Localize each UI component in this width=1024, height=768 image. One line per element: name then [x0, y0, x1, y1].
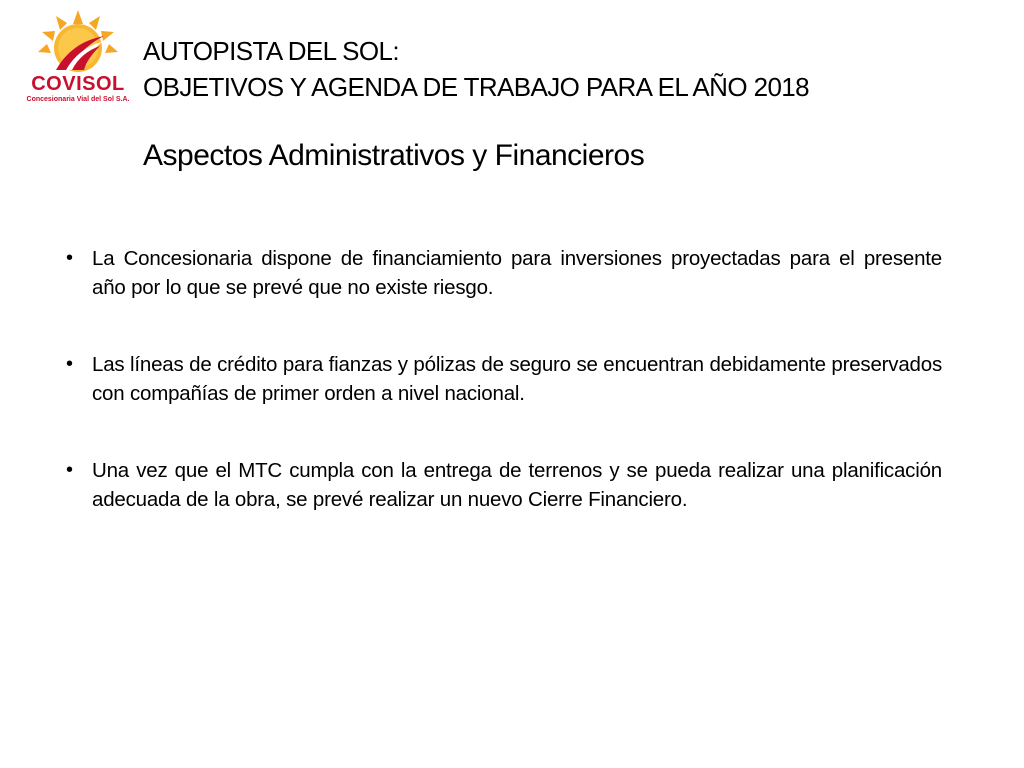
bullet-text: Las líneas de crédito para fianzas y pólizas de seguro se encuentran debidamente preservados con compañías de primer orden a nivel nacional. [92, 353, 942, 405]
bullet-item [62, 456, 942, 514]
title-line-2: OBJETIVOS Y AGENDA DE TRABAJO PARA EL AÑO 2018 [143, 72, 810, 102]
sun-road-logo-icon [26, 8, 130, 78]
bullet-icon: • [66, 247, 73, 269]
bullet-item [62, 350, 942, 408]
bullet-text: Una vez que el MTC cumpla con la entrega de terrenos y se pueda realizar una planificación adecuada de la obra, se prevé realizar un nuevo Cierre Financiero. [92, 459, 942, 511]
bullet-item [62, 244, 942, 302]
bullet-icon: • [66, 353, 73, 375]
logo-subtitle: Concesionaria Vial del Sol S.A. [26, 96, 130, 103]
section-subtitle: Aspectos Administrativos y Financieros [143, 139, 645, 172]
logo-name: COVISOL [31, 73, 125, 95]
company-logo [26, 8, 130, 108]
title-line-1: AUTOPISTA DEL SOL: [143, 36, 400, 66]
bullet-text: La Concesionaria dispone de financiamiento para inversiones proyectadas para el presente año por lo que se prevé que no existe riesgo. [92, 247, 942, 299]
bullet-icon: • [66, 459, 73, 481]
bullet-list [62, 244, 942, 562]
